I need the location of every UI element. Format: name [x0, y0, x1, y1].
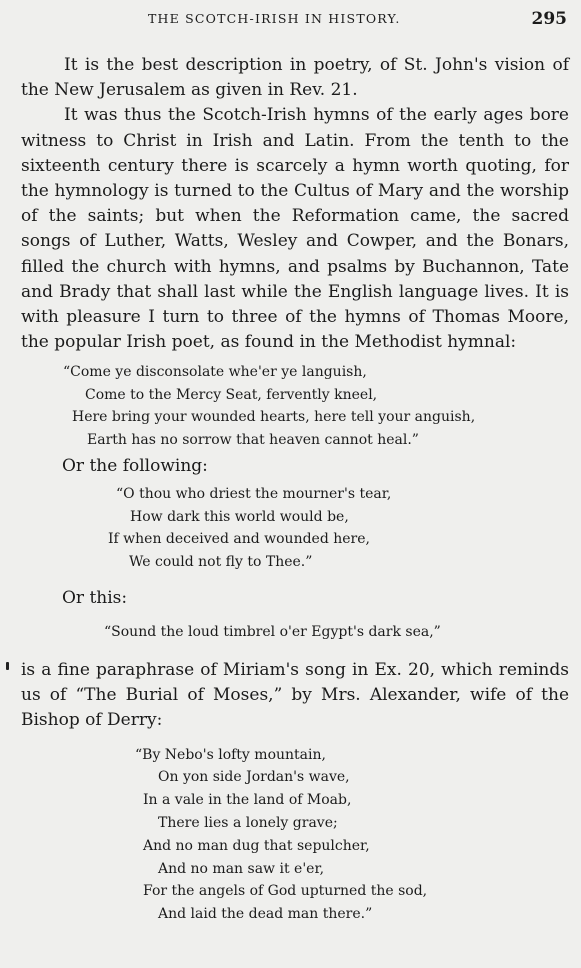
lead-or-the-following: Or the following:	[62, 456, 208, 477]
page-header	[0, 9, 581, 31]
quote-line: “By Nebo's lofty mountain,	[135, 746, 326, 763]
margin-mark	[6, 662, 9, 670]
quote-line: We could not fly to Thee.”	[129, 553, 313, 570]
quote-line: If when deceived and wounded here,	[108, 531, 370, 548]
page-number: 295	[531, 9, 567, 29]
quote-line: Earth has no sorrow that heaven cannot heal.”	[87, 431, 419, 448]
quote-line: And laid the dead man there.”	[158, 906, 373, 923]
body-text	[21, 53, 569, 926]
paragraph-2: It was thus the Scotch-Irish hymns of the early ages bore witness to Christ in Irish and Latin. From the tenth to the sixteenth century there is scarcely a hymn worth quoting, for the hymnology is turned to the Cultus of Mary and the worship of the saints; but when the Reformation came, the sacred songs of Luther, Watts, Wesley and Cowper, and the Bonars, filled the church with hymns, and psalms by Buchannon, Tate and Brady that shall last while the English language lives. It is with pleasure I turn to three of the hymns of Thomas Moore, the popular Irish poet, as found in the Methodist hymnal:	[21, 105, 569, 353]
quote-mourners-tear	[108, 483, 569, 573]
paragraph-3: is a fine paraphrase of Miriam's song in Ex. 20, which reminds us of “The Burial of Moses,” by Mrs. Alexander, wife of the Bishop of Derry:	[21, 659, 569, 731]
quote-line: Here bring your wounded hearts, here tell your anguish,	[72, 409, 476, 426]
quote-line: For the angels of God upturned the sod,	[143, 883, 428, 900]
quote-line: “O thou who driest the mourner's tear,	[116, 486, 392, 503]
paragraph-1: It is the best description in poetry, of St. John's vision of the New Jerusalem as given in Rev. 21.	[21, 55, 569, 101]
quote-line: In a vale in the land of Moab,	[143, 792, 352, 809]
quote-burial-of-moses	[135, 744, 569, 926]
quote-line: And no man saw it e'er,	[158, 860, 325, 877]
quote-line: There lies a lonely grave;	[158, 814, 338, 831]
quote-line: On yon side Jordan's wave,	[158, 769, 350, 786]
quote-timbrel	[104, 621, 569, 644]
quote-line: “Come ye disconsolate whe'er ye languish,	[63, 364, 367, 381]
quote-line: And no man dug that sepulcher,	[143, 837, 370, 854]
quote-line: Come to the Mercy Seat, fervently kneel,	[85, 386, 378, 403]
quote-line: “Sound the loud timbrel o'er Egypt's dark sea,”	[104, 624, 441, 641]
quote-line: How dark this world would be,	[130, 508, 349, 525]
running-head: THE SCOTCH-IRISH IN HISTORY.	[148, 11, 401, 26]
lead-or-this: Or this:	[62, 588, 128, 609]
quote-come-ye-disconsolate	[63, 361, 569, 451]
